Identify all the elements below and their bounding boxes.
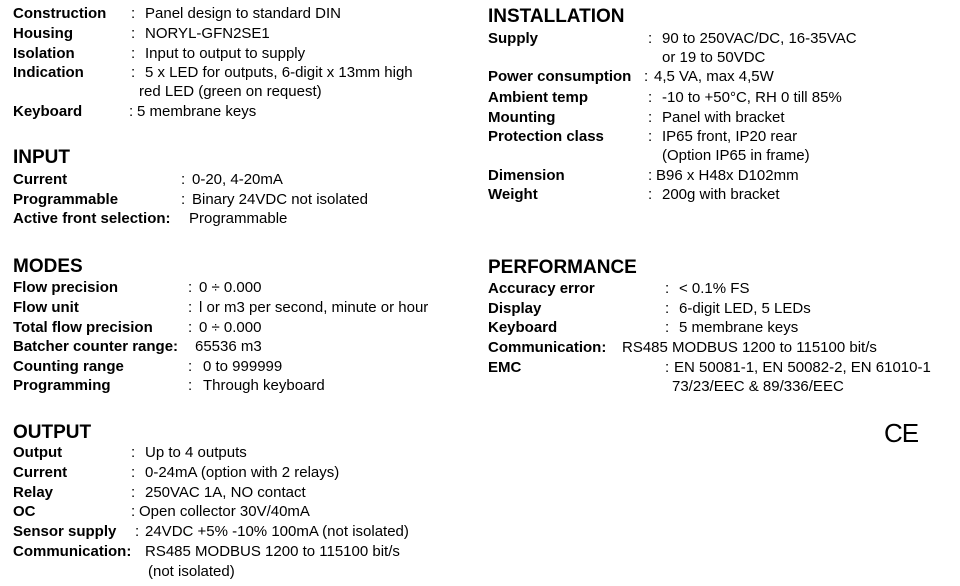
spec-value: RS485 MODBUS 1200 to 115100 bit/s	[622, 339, 877, 356]
ce-mark-icon: CE	[884, 418, 919, 448]
spec-value: 250VAC 1A, NO contact	[145, 484, 306, 501]
spec-label: Accuracy error	[488, 280, 595, 297]
colon: :	[644, 68, 649, 85]
spec-label: Protection class	[488, 128, 604, 145]
spec-value: 0-24mA (option with 2 relays)	[145, 464, 340, 481]
spec-label: Programming	[13, 377, 111, 394]
spec-value: Programmable	[189, 210, 288, 227]
spec-label: Supply	[488, 30, 539, 47]
spec-value: 24VDC +5% -10% 100mA (not isolated)	[145, 523, 409, 540]
spec-value: -10 to +50°C, RH 0 till 85%	[662, 89, 842, 106]
spec-value: RS485 MODBUS 1200 to 115100 bit/s	[145, 543, 400, 560]
spec-value-continuation: (Option IP65 in frame)	[662, 147, 810, 164]
spec-label: Keyboard	[13, 103, 83, 120]
colon: :	[131, 444, 136, 461]
colon: :	[665, 359, 670, 376]
section-title-performance: PERFORMANCE	[488, 257, 637, 278]
spec-label: Housing	[13, 25, 73, 42]
spec-value: 65536 m3	[195, 338, 262, 355]
section-title-installation: INSTALLATION	[488, 6, 625, 27]
spec-label: Dimension	[488, 167, 565, 184]
spec-value: Panel design to standard DIN	[145, 5, 341, 22]
spec-value-continuation: or 19 to 50VDC	[662, 49, 766, 66]
spec-value-continuation: (not isolated)	[148, 563, 235, 580]
spec-label: EMC	[488, 359, 522, 376]
spec-value: 200g with bracket	[662, 186, 780, 203]
spec-label: Current	[13, 464, 68, 481]
spec-value: 90 to 250VAC/DC, 16-35VAC	[662, 30, 857, 47]
colon: :	[131, 25, 136, 42]
spec-label: Communication:	[13, 543, 132, 560]
spec-value: 0 to 999999	[203, 358, 283, 375]
colon: :	[131, 5, 136, 22]
spec-label: Flow precision	[13, 279, 119, 296]
spec-label: Flow unit	[13, 299, 79, 316]
colon: :	[648, 89, 653, 106]
colon: :	[181, 171, 186, 188]
spec-value: Panel with bracket	[662, 109, 785, 126]
spec-label: Programmable	[13, 191, 119, 208]
spec-label: Communication:	[488, 339, 607, 356]
spec-value: Up to 4 outputs	[145, 444, 247, 461]
spec-value: 0 ÷ 0.000	[199, 279, 262, 296]
spec-value: 4,5 VA, max 4,5W	[654, 68, 774, 85]
spec-value: IP65 front, IP20 rear	[662, 128, 798, 145]
colon: :	[648, 128, 653, 145]
colon: :	[648, 30, 653, 47]
spec-value-continuation: 73/23/EEC & 89/336/EEC	[672, 378, 844, 395]
spec-label: Keyboard	[488, 319, 558, 336]
spec-label: Construction	[13, 5, 107, 22]
colon: :	[188, 319, 193, 336]
spec-label: Batcher counter range:	[13, 338, 179, 355]
spec-value: l or m3 per second, minute or hour	[199, 299, 429, 316]
spec-label: Display	[488, 300, 542, 317]
spec-label: OC	[13, 503, 36, 520]
colon: :	[648, 167, 653, 184]
colon: :	[131, 484, 136, 501]
spec-label: Total flow precision	[13, 319, 153, 336]
spec-value: 5 membrane keys	[137, 103, 257, 120]
spec-label: Current	[13, 171, 68, 188]
spec-value: Input to output to supply	[145, 45, 306, 62]
colon: :	[129, 103, 134, 120]
spec-value-continuation: red LED (green on request)	[139, 83, 322, 100]
spec-value: Binary 24VDC not isolated	[192, 191, 368, 208]
colon: :	[648, 109, 653, 126]
spec-value: B96 x H48x D102mm	[656, 167, 799, 184]
spec-label: Ambient temp	[488, 89, 589, 106]
colon: :	[131, 64, 136, 81]
spec-value: < 0.1% FS	[679, 280, 750, 297]
colon: :	[665, 319, 670, 336]
colon: :	[665, 300, 670, 317]
spec-label: Counting range	[13, 358, 124, 375]
spec-value: 0 ÷ 0.000	[199, 319, 262, 336]
colon: :	[188, 279, 193, 296]
spec-label: Weight	[488, 186, 538, 203]
colon: :	[188, 358, 193, 375]
spec-value: Through keyboard	[203, 377, 325, 394]
colon: :	[131, 503, 136, 520]
colon: :	[665, 280, 670, 297]
colon: :	[188, 299, 193, 316]
spec-value: 5 membrane keys	[679, 319, 799, 336]
spec-value: 6-digit LED, 5 LEDs	[679, 300, 811, 317]
spec-label: Isolation	[13, 45, 75, 62]
section-title-output: OUTPUT	[13, 422, 92, 443]
spec-label: Mounting	[488, 109, 556, 126]
spec-label: Relay	[13, 484, 54, 501]
spec-value: 0-20, 4-20mA	[192, 171, 283, 188]
spec-label: Power consumption	[488, 68, 632, 85]
spec-value: Open collector 30V/40mA	[139, 503, 310, 520]
section-title-modes: MODES	[13, 256, 83, 277]
colon: :	[648, 186, 653, 203]
colon: :	[131, 45, 136, 62]
colon: :	[131, 464, 136, 481]
colon: :	[181, 191, 186, 208]
spec-value: 5 x LED for outputs, 6-digit x 13mm high	[145, 64, 413, 81]
colon: :	[135, 523, 140, 540]
spec-label: Output	[13, 444, 63, 461]
section-title-input: INPUT	[13, 147, 70, 168]
spec-label: Indication	[13, 64, 84, 81]
spec-value: NORYL-GFN2SE1	[145, 25, 270, 42]
spec-label: Sensor supply	[13, 523, 117, 540]
spec-value: EN 50081-1, EN 50082-2, EN 61010-1	[674, 359, 931, 376]
spec-label: Active front selection:	[13, 210, 171, 227]
colon: :	[188, 377, 193, 394]
